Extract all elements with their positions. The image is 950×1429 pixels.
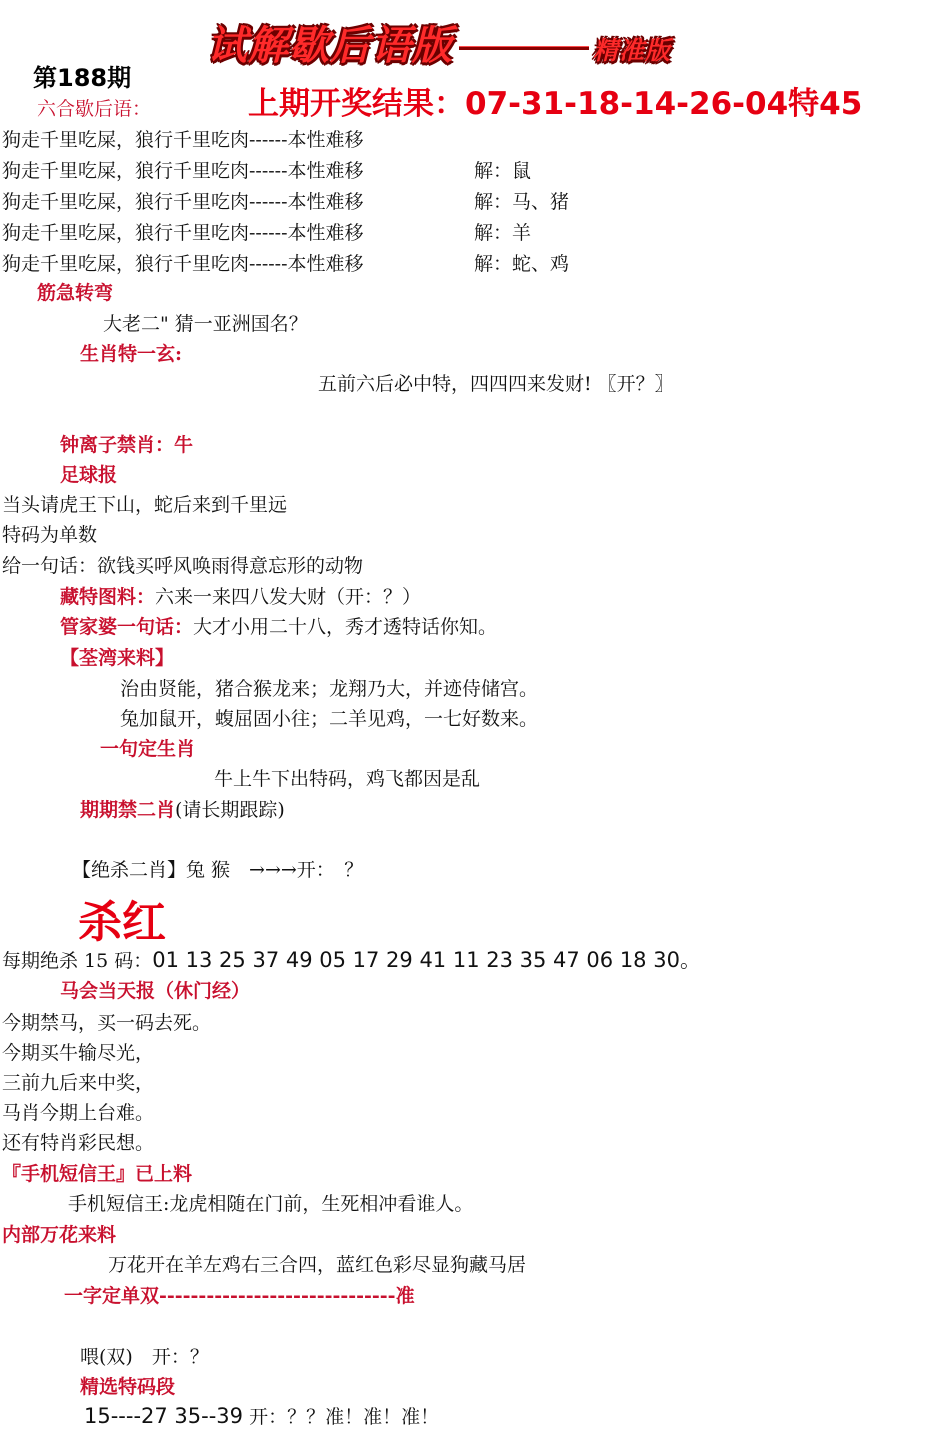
mahui-line-5: 还有特肖彩民想。 [2,1132,155,1154]
yizi-line: 一字定单双------------------------------准 [64,1285,415,1307]
guanjia-text: 大才小用二十八，秀才透特话你知。 [193,616,498,638]
zuqiu-line-1: 当头请虎王下山，蛇后来到千里远 [2,494,288,516]
yiju-heading: 一句定生肖 [100,738,196,760]
liuhe-heading: 六合歇后语： [37,98,152,120]
guanjia-label: 管家婆一句话： [60,616,194,638]
meiqi-label: 每期绝杀 15 码： [2,950,153,972]
liuhe-phrase: 狗走千里吃屎，狼行千里吃肉------本性难移 [2,253,364,275]
quanwan-heading: 【荃湾来料】 [60,647,175,669]
qiqi-label: 期期禁二肖 [80,799,176,821]
banner-tag: 精准版 [593,36,672,65]
guanjia-line [60,612,497,639]
jingxuan-suffix: 开：？？准！准！准！ [249,1406,440,1428]
cangte-label: 藏特图料： [60,586,156,608]
shouji-heading: 『手机短信王』已上料 [2,1163,193,1185]
liuhe-phrase: 狗走千里吃屎，狼行千里吃肉------本性难移 [2,129,364,151]
jingxuan-numbers: 15----27 35--39 [84,1404,244,1428]
zhongli-line: 钟离子禁肖：牛 [60,434,194,456]
qiqi-line [80,795,285,822]
jinji-riddle: 大老二" 猜一亚洲国名？ [103,313,308,335]
jingxuan-line [84,1402,439,1429]
neibu-text: 万花开在羊左鸡右三合四，蓝红色彩尽显狗藏马居 [108,1254,527,1276]
mahui-line-3: 三前九后来中奖， [2,1072,155,1094]
cangte-text: 六来一来四八发大财（开：？） [155,586,422,608]
banner-title: 试解歇后语版 [207,23,453,69]
liuhe-jie: 解：鼠 [474,160,532,182]
liuhe-jie: 解：羊 [474,222,532,244]
mahui-line-1: 今期禁马，买一码去死。 [2,1012,212,1034]
mahui-heading: 马会当天报（休门经） [60,980,251,1002]
liuhe-phrase: 狗走千里吃屎，狼行千里吃肉------本性难移 [2,191,364,213]
liuhe-jie: 解：蛇、鸡 [474,253,570,275]
last-result: 上期开奖结果：07-31-18-14-26-04特45 [248,86,863,122]
liuhe-phrase: 狗走千里吃屎，狼行千里吃肉------本性难移 [2,160,364,182]
jinji-heading: 筋急转弯 [37,282,114,304]
mahui-line-4: 马肖今期上台难。 [2,1102,155,1124]
banner [207,14,671,71]
shengxiao-text: 五前六后必中特，四四四来发财! 〖开？〗 [318,373,674,395]
jusha-line: 【绝杀二肖】兔 猴 →→→开： ？ [72,859,364,881]
neibu-heading: 内部万花来料 [2,1224,117,1246]
meiqi-line [2,944,701,974]
cangte-line [60,582,421,609]
jingxuan-heading: 精选特码段 [80,1376,176,1398]
wei-line: 喂(双) 开：？ [80,1346,209,1368]
shengxiao-heading: 生肖特一玄: [80,343,183,365]
zuqiu-line-3: 给一句话：欲钱买呼风唤雨得意忘形的动物 [2,555,364,577]
yiju-text: 牛上牛下出特码，鸡飞都因是乱 [214,768,481,790]
quanwan-line-1: 治由贤能，猪合猴龙来；龙翔乃大，并迹侍储宫。 [120,678,539,700]
meiqi-numbers: 01 13 25 37 49 05 17 29 41 11 23 35 47 06 18 30。 [152,948,701,972]
banner-dash-line [459,46,589,50]
shouji-text: 手机短信王:龙虎相随在门前，生死相冲看谁人。 [68,1193,474,1215]
issue-number: 第188期 [33,64,132,92]
qiqi-note: (请长期跟踪) [175,799,285,821]
shahong-heading: 杀红 [78,897,166,948]
zuqiu-heading: 足球报 [60,464,118,486]
quanwan-line-2: 兔加鼠开，蝮屈固小往；二羊见鸡，一七好数来。 [120,708,539,730]
zuqiu-line-2: 特码为单数 [2,524,98,546]
liuhe-phrase: 狗走千里吃屎，狼行千里吃肉------本性难移 [2,222,364,244]
mahui-line-2: 今期买牛输尽光， [2,1042,155,1064]
liuhe-jie: 解：马、猪 [474,191,570,213]
